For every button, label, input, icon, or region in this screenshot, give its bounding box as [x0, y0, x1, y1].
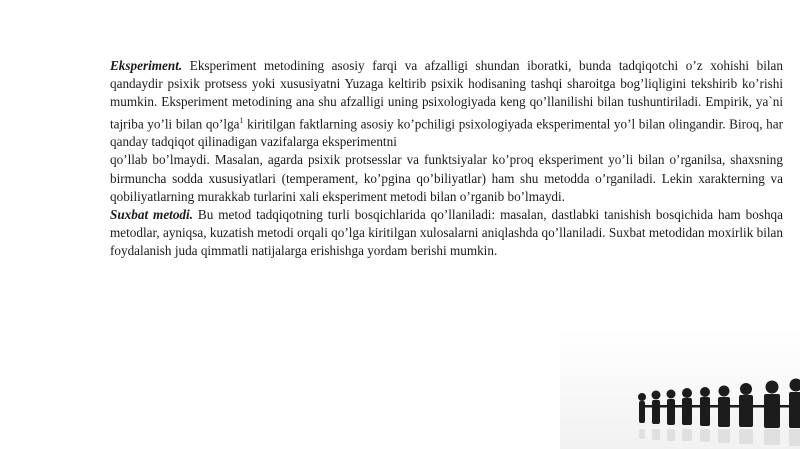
paragraph-eksperiment-body: Eksperiment metodining asosiy farqi va afzalligi shundan iboratki, bunda tadqiqotchi o’z xohishi bilan qandaydir psixik protsess yoki xususiyatni Yuzaga keltirib psixik hodisaning tashqi sharoitga bog’liqligini tekshirib ko’rishi mumkin. Eksperiment metodining ana shu afzalligi uning psixologiyada keng qo’llanilishi bilan tushuntiriladi. Empirik, ya`ni tajriba yo’li bilan qo’lga — [110, 58, 783, 131]
text-block — [110, 57, 783, 261]
paragraph-eksperiment — [110, 57, 783, 151]
people-holding-hands-icon — [560, 349, 800, 449]
paragraph-eksperiment-body-continued: kiritilgan faktlarning asosiy ko’pchiligi psixologiyada eksperimental yo’l bilan olingandir. Biroq, har qanday tadqiqot qilinadigan vazifalarga eksperimentni — [110, 116, 783, 150]
footnote-marker: 1 — [239, 115, 244, 125]
heading-suxbat: Suxbat metodi. — [110, 207, 193, 223]
paragraph-continuation: qo’llab bo’lmaydi. Masalan, agarda psixik protsesslar va funktsiyalar ko’proq eksperiment yo’li bilan o’rganilsa, shaxsning birmuncha sodda xususiyatlari (temperament, ko’pgina qo’biliyatlar) ham shu metodda o’rganiladi. Lekin xarakterning va qobiliyatlarning murakkab turlarini xali eksperiment metodi bilan o’rganib bo’lmaydi. — [110, 152, 783, 204]
heading-eksperiment: Eksperiment. — [110, 58, 183, 73]
paragraph-suxbat — [110, 206, 783, 261]
paragraph-suxbat-body: Bu metod tadqiqotning turli bosqichlarida qo’llaniladi: masalan, dastlabki tanishish bosqichida ham boshqa metodlar, ayniqsa, kuzatish metodi orqali qo’lga kiritilgan xulosalarni aniqlashda qo’llaniladi. Suxbat metodidan moxirlik bilan foydalanish juda qimmatli natijalarga erishishga yordam berishi mumkin. — [110, 207, 783, 259]
